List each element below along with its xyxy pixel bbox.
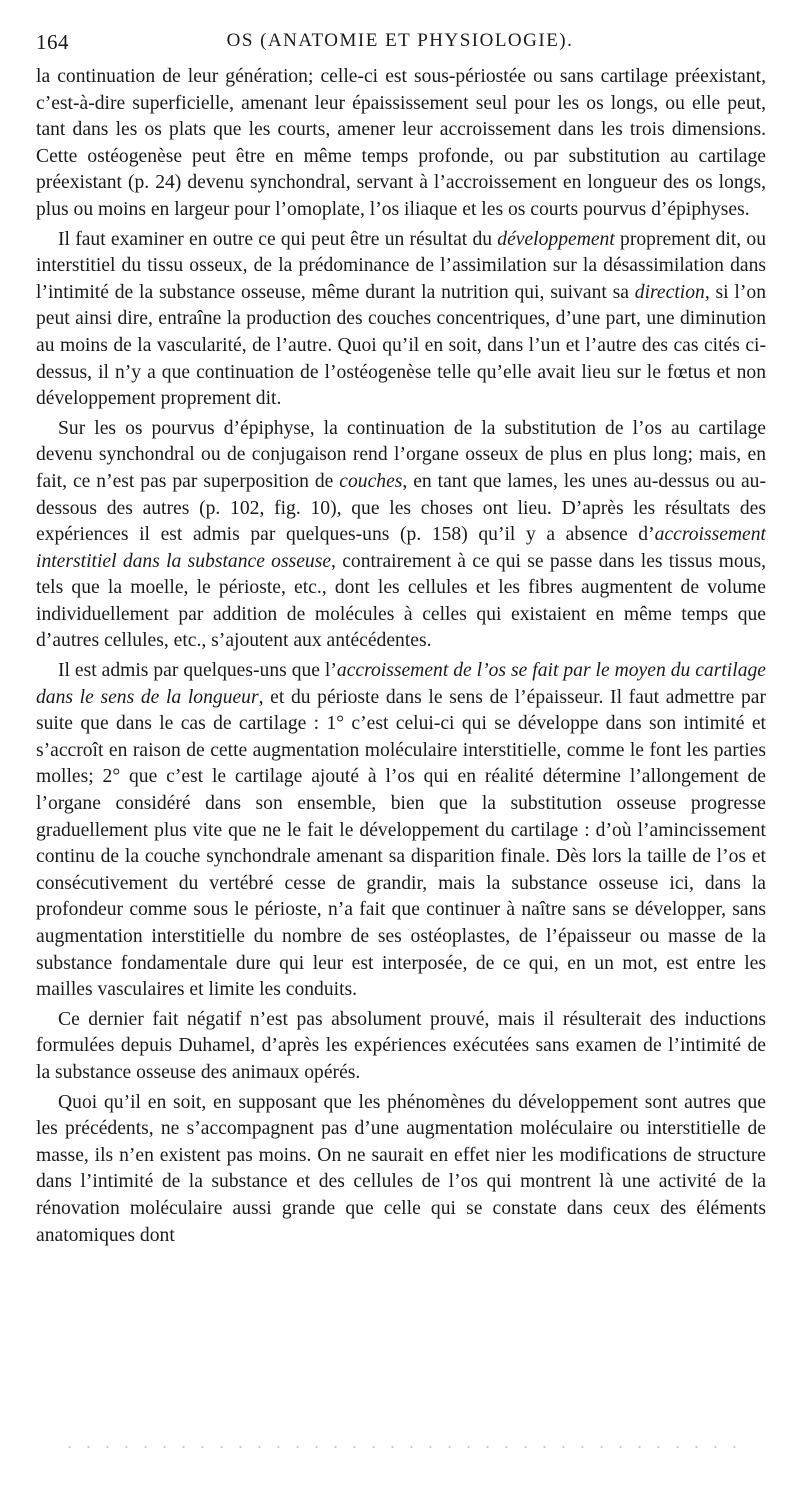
italic-phrase: développement <box>497 228 615 250</box>
scan-speckle-footer <box>60 1440 740 1454</box>
italic-phrase: direction <box>634 281 705 303</box>
text-run: la continuation de leur génération; celle-ci est sous-périostée ou sans cartilage préexistant, c’est-à-dire superficielle, amenant leur épaississement seul pour les os longs, ou elle peut, tant dans les os plats que les courts, amener leur accroissement dans les trois dimensions. Cette ostéogenèse peut être en même temps profonde, ou par substitution au cartilage préexistant (p. 24) devenu synchondral, servant à l’accroissement en longueur des os longs, plus ou moins en largeur pour l’omoplate, l’os iliaque et les os courts pourvus d’épiphyses. <box>36 66 766 220</box>
body-text <box>36 64 766 1252</box>
text-run: , si l’on peut ainsi dire, entraîne la production des couches concentriques, d’une part, une diminution au moins de la vascularité, de l’autre. Quoi qu’il en soit, dans l’un et l’autre des cas cités ci-dessus, il n’y a que continuation de l’ostéogenèse telle qu’elle avait lieu sur le fœtus et non développement proprement dit. <box>36 281 766 410</box>
text-run: , en tant que lames, les unes au-dessus ou au-dessous des autres (p. 102, fig. 10), que les choses ont lieu. D’après les résultats des expériences il est admis par quelques-uns (p. 158) qu’il y a absence d’ <box>36 470 766 546</box>
text-run: , et du périoste dans le sens de l’épaisseur. Il faut admettre par suite que dans le cas de cartilage : 1° c’est celui-ci qui se développe dans son intimité et s’accroît en raison de cette augmentation moléculaire interstitielle, comme le font les parties molles; 2° que c’est le cartilage ajouté à l’os qui en réalité détermine l’allongement de l’organe considéré dans son ensemble, bien que la substitution osseuse progresse graduellement plus vite que ne le fait le développement du cartilage : d’où l’amincissement continu de la couche synchondrale amenant sa disparition finale. Dès lors la taille de l’os et consécutivement du vertébré cesse de grandir, mais la substance osseuse ici, dans la profondeur comme sous le périoste, n’a fait que continuer à naître sans se développer, sans augmentation interstitielle du nombre de ses ostéoplastes, de l’épaisseur ou masse de la substance fondamentale dure qui leur est interposée, de ce qui, en un mot, est entre les mailles vasculaires et limite les conduits. <box>36 686 766 1001</box>
paragraph-2 <box>36 227 766 413</box>
running-title: OS (ANATOMIE ET PHYSIOLOGIE). <box>226 30 574 51</box>
italic-phrase: couches <box>339 470 403 492</box>
page-header <box>36 30 764 60</box>
italic-phrase: accroissement de l’os se fait par le moyen du cartilage dans le sens de la longueur <box>36 660 766 708</box>
text-run: Quoi qu’il en soit, en supposant que les phénomènes du développement sont autres que les précédents, ne s’accompagnent pas d’une augmentation moléculaire ou interstitielle de masse, ils n’en existent pas moins. On ne saurait en effet nier les modifications de structure dans l’intimité de la substance et des cellules de l’os qui montrent là une activité de la rénovation moléculaire aussi grande que celle qui se constate dans ceux des éléments anatomiques dont <box>36 1091 766 1246</box>
text-run: , contrairement à ce qui se passe dans les tissus mous, tels que la moelle, le périoste, etc., dont les cellules et les fibres augmentent de volume individuellement par addition de molécules à celles qui existaient en même temps que d’autres cellules, etc., s’ajoutent aux antécédentes. <box>36 550 766 652</box>
text-run: Il est admis par quelques-uns que l’ <box>58 660 337 682</box>
page-number: 164 <box>36 30 69 54</box>
text-run: proprement dit, ou interstitiel du tissu osseux, de la prédominance de l’assimilation sur la désassimilation dans l’intimité de la substance osseuse, même durant la nutrition qui, suivant sa <box>36 228 766 303</box>
text-run: Ce dernier fait négatif n’est pas absolument prouvé, mais il résulterait des inductions formulées depuis Duhamel, d’après les expériences exécutées sans examen de l’intimité de la substance osseuse des animaux opérés. <box>36 1008 766 1083</box>
text-run: Il faut examiner en outre ce qui peut être un résultat du <box>58 228 498 250</box>
paragraph-1 <box>36 64 766 224</box>
paragraph-6 <box>36 1090 766 1250</box>
text-run: Sur les os pourvus d’épiphyse, la continuation de la substitution de l’os au cartilage devenu synchondral ou de conjugaison rend l’organe osseux de plus en plus long; mais, en fait, ce n’est pas par superposition de <box>36 417 766 492</box>
paragraph-4 <box>36 658 766 1004</box>
italic-phrase: accroissement interstitiel dans la substance osseuse <box>36 524 766 572</box>
paragraph-5 <box>36 1007 766 1087</box>
paragraph-3 <box>36 416 766 655</box>
